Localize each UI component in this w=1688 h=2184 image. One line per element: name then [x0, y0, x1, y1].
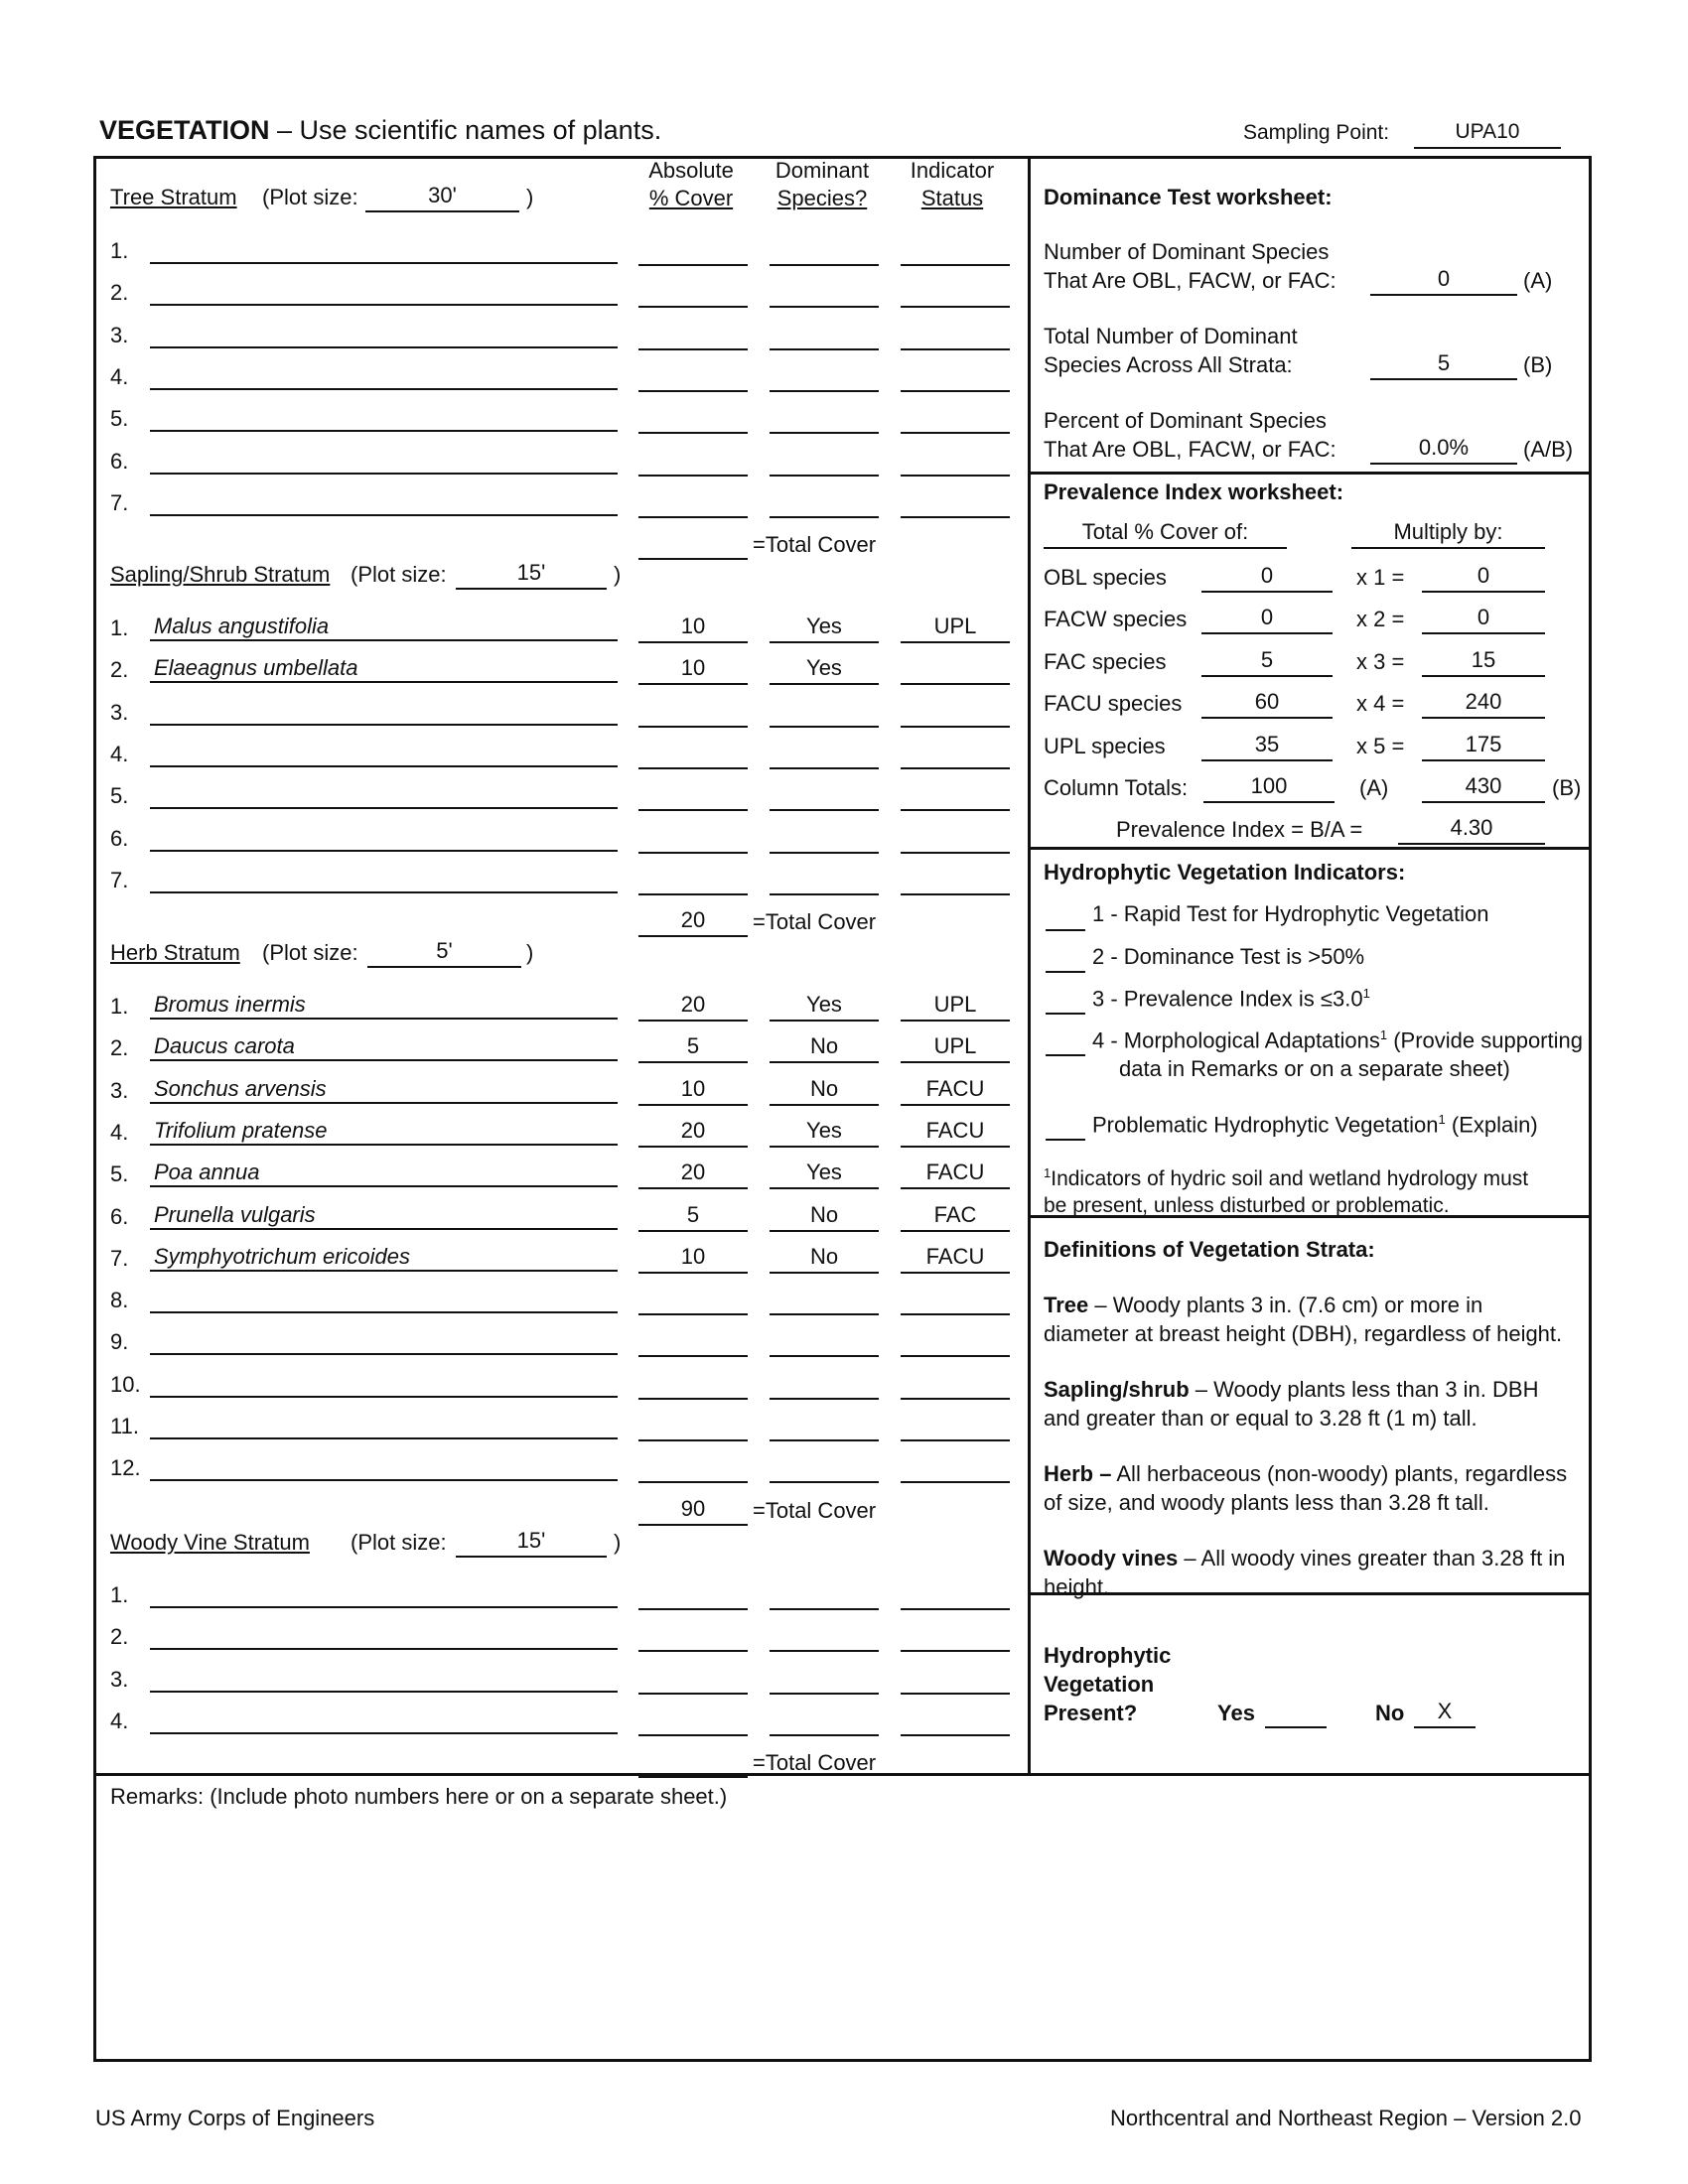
prevalence-multiplier: x 3 =: [1356, 649, 1405, 674]
vine-cover-field[interactable]: [638, 1620, 748, 1652]
herb-cover-field[interactable]: 20: [638, 990, 748, 1022]
prevalence-value-field[interactable]: 240: [1422, 687, 1545, 719]
tree-plot-label: (Plot size:: [262, 185, 358, 209]
indicator-2-checkbox[interactable]: [1046, 941, 1085, 973]
vine-dominant-field[interactable]: [770, 1663, 879, 1695]
herb-stratum-label: Herb Stratum: [110, 940, 240, 965]
tree-indicator-field[interactable]: [901, 319, 1010, 350]
herb-dominant-field[interactable]: No: [770, 1074, 879, 1106]
indicator-header-1: Indicator: [910, 158, 995, 183]
herb-indicator-field[interactable]: FAC: [901, 1200, 1010, 1232]
def-sapling-line2: and greater than or equal to 3.28 ft (1 m) tall.: [1044, 1406, 1477, 1431]
tree-dominant-field[interactable]: [770, 402, 879, 434]
present-label-3: Present?: [1044, 1701, 1138, 1725]
sapling-cover-field[interactable]: [638, 696, 748, 728]
sapling-dominant-field[interactable]: Yes: [770, 653, 879, 685]
herb-indicator-field[interactable]: [901, 1325, 1010, 1357]
sapling-row-number: 7.: [110, 868, 129, 892]
indicator-5-footnote-mark: 1: [1438, 1112, 1446, 1127]
column-totals-label: Column Totals:: [1044, 775, 1189, 800]
herb-row-number: 9.: [110, 1329, 129, 1354]
indicator-5-text-cont: (Explain): [1445, 1112, 1538, 1138]
herb-row-number: 12.: [110, 1455, 141, 1480]
sapling-species-field[interactable]: [150, 696, 618, 726]
vine-species-field[interactable]: [150, 1705, 618, 1734]
tree-total-cover-field[interactable]: [638, 528, 748, 560]
sapling-row-number: 4.: [110, 742, 129, 766]
herb-dominant-field[interactable]: Yes: [770, 1158, 879, 1189]
present-label-1: Hydrophytic: [1044, 1643, 1172, 1668]
sapling-cover-field[interactable]: [638, 779, 748, 811]
tree-species-field[interactable]: [150, 402, 618, 432]
column-total-b-field[interactable]: 430: [1422, 771, 1545, 803]
sampling-point-label: Sampling Point:: [1243, 121, 1390, 144]
tree-row-number: 1.: [110, 238, 129, 263]
herb-species-field[interactable]: Trifolium pratense: [150, 1116, 618, 1146]
sampling-point-field[interactable]: UPA10: [1414, 117, 1561, 149]
tree-indicator-field[interactable]: [901, 486, 1010, 518]
vine-stratum-label: Woody Vine Stratum: [110, 1530, 310, 1555]
dominance-b-field[interactable]: 5: [1370, 348, 1517, 380]
indicator-4-checkbox[interactable]: [1046, 1024, 1085, 1056]
herb-total-cover-label: =Total Cover: [753, 1498, 877, 1523]
tree-species-field[interactable]: [150, 234, 618, 264]
indicator-header: [897, 157, 1008, 212]
title-bold: VEGETATION: [99, 115, 270, 145]
sapling-indicator-field[interactable]: [901, 864, 1010, 895]
sapling-total-cover-field[interactable]: 20: [638, 905, 748, 937]
dominance-a-line2: That Are OBL, FACW, or FAC:: [1044, 268, 1336, 293]
tree-total-cover-label: =Total Cover: [753, 532, 877, 557]
vine-plot-close: ): [614, 1530, 622, 1555]
dominance-b-tag: (B): [1523, 352, 1553, 377]
def-tree-line1: [1044, 1293, 1482, 1318]
abs-cover-header-1: Absolute: [648, 158, 734, 183]
herb-species-field[interactable]: [150, 1451, 618, 1481]
tree-indicator-field[interactable]: [901, 234, 1010, 266]
abs-cover-header-2: % Cover: [648, 186, 734, 210]
prevalence-row-label: FAC species: [1044, 649, 1167, 674]
column-total-a-tag: (A): [1359, 775, 1389, 800]
vine-species-field[interactable]: [150, 1578, 618, 1608]
indicator-3-text: 3 - Prevalence Index is ≤3.0: [1092, 986, 1363, 1012]
def-sapling-term: Sapling/shrub: [1044, 1377, 1190, 1402]
def-sapling-text: – Woody plants less than 3 in. DBH: [1189, 1377, 1539, 1402]
herb-dominant-field[interactable]: [770, 1368, 879, 1400]
sapling-indicator-field[interactable]: [901, 696, 1010, 728]
def-vine-line2: height.: [1044, 1574, 1110, 1599]
vine-plot-size-field[interactable]: 15': [456, 1526, 607, 1558]
herb-row-number: 1.: [110, 994, 129, 1019]
vine-indicator-field[interactable]: [901, 1578, 1010, 1610]
tree-cover-field[interactable]: [638, 234, 748, 266]
vine-total-cover-label: =Total Cover: [753, 1750, 877, 1775]
prevalence-row-label: FACU species: [1044, 691, 1183, 716]
tree-species-field[interactable]: [150, 276, 618, 306]
herb-plot-close: ): [526, 940, 534, 965]
tree-species-field[interactable]: [150, 445, 618, 475]
prevalence-cover-field[interactable]: 35: [1201, 730, 1333, 761]
title-rest: – Use scientific names of plants.: [269, 115, 662, 145]
dominant-header-1: Dominant: [774, 158, 870, 183]
herb-indicator-field[interactable]: [901, 1284, 1010, 1315]
tree-cover-field[interactable]: [638, 360, 748, 392]
herb-indicator-field[interactable]: FACU: [901, 1242, 1010, 1274]
indicator-4-label: [1092, 1027, 1583, 1053]
dominance-a-line1: Number of Dominant Species: [1044, 239, 1330, 264]
herb-cover-field[interactable]: 5: [638, 1031, 748, 1063]
indicator-4-footnote-mark: 1: [1379, 1027, 1388, 1042]
herb-dominant-field[interactable]: No: [770, 1242, 879, 1274]
sapling-species-field[interactable]: [150, 864, 618, 893]
indicator-3-label: [1092, 986, 1370, 1012]
sep-indicators: [1028, 847, 1592, 850]
dominance-c-field[interactable]: 0.0%: [1370, 433, 1517, 465]
present-no-field[interactable]: X: [1414, 1697, 1476, 1728]
sapling-dominant-field[interactable]: [770, 864, 879, 895]
remarks-label: Remarks: (Include photo numbers here or on a separate sheet.): [110, 1784, 728, 1809]
tree-indicator-field[interactable]: [901, 276, 1010, 308]
dominant-header-2: Species?: [776, 186, 868, 210]
tree-dominant-field[interactable]: [770, 445, 879, 477]
sapling-species-field[interactable]: [150, 822, 618, 852]
sapling-plot-close: ): [614, 562, 622, 587]
sapling-indicator-field[interactable]: [901, 738, 1010, 769]
dominance-a-field[interactable]: 0: [1370, 264, 1517, 296]
herb-plot-label: (Plot size:: [262, 940, 358, 965]
vine-indicator-field[interactable]: [901, 1705, 1010, 1736]
herb-cover-field[interactable]: [638, 1325, 748, 1357]
indicators-footnote-1: [1044, 1165, 1528, 1191]
prevalence-cover-field[interactable]: 0: [1201, 561, 1333, 593]
herb-dominant-field[interactable]: [770, 1410, 879, 1441]
indicator-header-2: Status: [920, 186, 984, 210]
def-herb-term: Herb –: [1044, 1461, 1112, 1486]
vine-cover-field[interactable]: [638, 1663, 748, 1695]
def-vine-term: Woody vines: [1044, 1546, 1179, 1570]
footer-right: Northcentral and Northeast Region – Version 2.0: [1110, 2106, 1582, 2130]
column-total-a-field[interactable]: 100: [1203, 771, 1335, 803]
dominance-c-line2: That Are OBL, FACW, or FAC:: [1044, 437, 1336, 462]
herb-cover-field[interactable]: [638, 1368, 748, 1400]
tree-dominant-field[interactable]: [770, 360, 879, 392]
vine-dominant-field[interactable]: [770, 1620, 879, 1652]
herb-species-field[interactable]: Sonchus arvensis: [150, 1074, 618, 1104]
prevalence-multiplier: x 4 =: [1356, 691, 1405, 716]
sapling-row-number: 5.: [110, 783, 129, 808]
tree-plot-size-field[interactable]: 30': [365, 181, 519, 212]
herb-dominant-field[interactable]: Yes: [770, 990, 879, 1022]
definitions-title: Definitions of Vegetation Strata:: [1044, 1237, 1375, 1262]
tree-row-number: 5.: [110, 406, 129, 431]
sapling-dominant-field[interactable]: [770, 822, 879, 854]
prevalence-row-label: OBL species: [1044, 565, 1167, 590]
tree-row-number: 3.: [110, 323, 129, 347]
prevalence-row-label: UPL species: [1044, 734, 1166, 758]
dominance-c-line1: Percent of Dominant Species: [1044, 408, 1327, 433]
herb-species-field[interactable]: Prunella vulgaris: [150, 1200, 618, 1230]
indicators-title: Hydrophytic Vegetation Indicators:: [1044, 860, 1406, 885]
sapling-dominant-field[interactable]: [770, 696, 879, 728]
tree-cover-field[interactable]: [638, 445, 748, 477]
herb-dominant-field[interactable]: [770, 1451, 879, 1483]
vine-cover-field[interactable]: [638, 1578, 748, 1610]
sapling-total-cover-label: =Total Cover: [753, 909, 877, 934]
indicators-footnote-2: be present, unless disturbed or problematic.: [1044, 1194, 1450, 1217]
indicator-5-checkbox[interactable]: [1046, 1109, 1085, 1141]
indicator-4-note: data in Remarks or on a separate sheet): [1119, 1056, 1510, 1081]
indicator-3-footnote-mark: 1: [1362, 986, 1370, 1001]
vine-species-field[interactable]: [150, 1663, 618, 1693]
herb-indicator-field[interactable]: FACU: [901, 1116, 1010, 1148]
herb-species-field[interactable]: Poa annua: [150, 1158, 618, 1187]
herb-dominant-field[interactable]: [770, 1284, 879, 1315]
sapling-row-number: 1.: [110, 615, 129, 640]
herb-dominant-field[interactable]: [770, 1325, 879, 1357]
tree-row-number: 7.: [110, 490, 129, 515]
tree-cover-field[interactable]: [638, 486, 748, 518]
prevalence-value-field[interactable]: 175: [1422, 730, 1545, 761]
herb-dominant-field[interactable]: No: [770, 1031, 879, 1063]
tree-row-number: 4.: [110, 364, 129, 389]
def-tree-text: – Woody plants 3 in. (7.6 cm) or more in: [1088, 1293, 1483, 1317]
herb-cover-field[interactable]: 5: [638, 1200, 748, 1232]
def-herb-line1: [1044, 1461, 1567, 1487]
dominance-c-tag: (A/B): [1523, 437, 1574, 462]
tree-species-field[interactable]: [150, 486, 618, 516]
present-yes-label: Yes: [1217, 1701, 1255, 1725]
tree-indicator-field[interactable]: [901, 360, 1010, 392]
indicator-4-text: 4 - Morphological Adaptations: [1092, 1027, 1380, 1053]
vine-indicator-field[interactable]: [901, 1620, 1010, 1652]
vine-cover-field[interactable]: [638, 1705, 748, 1736]
tree-row-number: 2.: [110, 280, 129, 305]
prevalence-index-field[interactable]: 4.30: [1398, 813, 1545, 845]
page-title: [99, 115, 661, 146]
herb-cover-field[interactable]: [638, 1284, 748, 1315]
sep-present: [1028, 1592, 1592, 1595]
prevalence-cover-field[interactable]: 5: [1201, 645, 1333, 677]
dominance-b-line1: Total Number of Dominant: [1044, 324, 1298, 348]
herb-row-number: 2.: [110, 1035, 129, 1060]
prevalence-cover-field[interactable]: 0: [1201, 603, 1333, 634]
prevalence-value-field[interactable]: 15: [1422, 645, 1545, 677]
herb-row-number: 10.: [110, 1372, 141, 1397]
herb-cover-field[interactable]: 10: [638, 1074, 748, 1106]
sapling-indicator-field[interactable]: UPL: [901, 612, 1010, 643]
vine-row-number: 3.: [110, 1667, 129, 1692]
dominance-b-line2: Species Across All Strata:: [1044, 352, 1293, 377]
herb-species-field[interactable]: [150, 1410, 618, 1439]
tree-dominant-field[interactable]: [770, 319, 879, 350]
tree-cover-field[interactable]: [638, 319, 748, 350]
tree-plot-close: ): [526, 185, 534, 209]
tree-cover-field[interactable]: [638, 402, 748, 434]
sapling-row-number: 3.: [110, 700, 129, 725]
herb-cover-field[interactable]: [638, 1451, 748, 1483]
def-vine-text: – All woody vines greater than 3.28 ft in: [1178, 1546, 1566, 1570]
herb-total-cover-field[interactable]: 90: [638, 1494, 748, 1526]
herb-row-number: 8.: [110, 1288, 129, 1312]
sapling-row-number: 6.: [110, 826, 129, 851]
sapling-plot-label: (Plot size:: [351, 562, 447, 587]
dominance-title: Dominance Test worksheet:: [1044, 185, 1333, 209]
herb-row-number: 7.: [110, 1246, 129, 1271]
remarks-textarea[interactable]: [99, 1817, 1586, 2055]
present-label-2: Vegetation: [1044, 1672, 1155, 1697]
sapling-species-field[interactable]: [150, 779, 618, 809]
indicator-1-label: 1 - Rapid Test for Hydrophytic Vegetation: [1092, 901, 1489, 926]
form-frame: [93, 156, 1592, 2062]
vine-row-number: 2.: [110, 1624, 129, 1649]
herb-dominant-field[interactable]: Yes: [770, 1116, 879, 1148]
sapling-cover-field[interactable]: [638, 864, 748, 895]
tree-indicator-field[interactable]: [901, 445, 1010, 477]
vine-indicator-field[interactable]: [901, 1663, 1010, 1695]
herb-row-number: 4.: [110, 1120, 129, 1145]
present-no-label: No: [1375, 1701, 1405, 1725]
prevalence-cover-field[interactable]: 60: [1201, 687, 1333, 719]
tree-indicator-field[interactable]: [901, 402, 1010, 434]
herb-cover-field[interactable]: 20: [638, 1116, 748, 1148]
sapling-species-field[interactable]: [150, 738, 618, 767]
sapling-species-field[interactable]: Elaeagnus umbellata: [150, 653, 618, 683]
sapling-cover-field[interactable]: 10: [638, 612, 748, 643]
sep-prevalence: [1028, 472, 1592, 475]
herb-cover-field[interactable]: 10: [638, 1242, 748, 1274]
herb-species-field[interactable]: [150, 1325, 618, 1355]
def-tree-line2: diameter at breast height (DBH), regardless of height.: [1044, 1321, 1563, 1346]
indicator-4-text-cont: (Provide supporting: [1387, 1027, 1583, 1053]
herb-species-field[interactable]: [150, 1284, 618, 1313]
tree-cover-field[interactable]: [638, 276, 748, 308]
sapling-species-field[interactable]: Malus angustifolia: [150, 612, 618, 641]
sapling-dominant-field[interactable]: [770, 738, 879, 769]
herb-species-field[interactable]: Symphyotrichum ericoides: [150, 1242, 618, 1272]
sapling-plot-size-field[interactable]: 15': [456, 558, 607, 590]
herb-indicator-field[interactable]: UPL: [901, 1031, 1010, 1063]
sapling-stratum-label: Sapling/Shrub Stratum: [110, 562, 331, 587]
sapling-indicator-field[interactable]: [901, 822, 1010, 854]
herb-row-number: 6.: [110, 1204, 129, 1229]
herb-row-number: 11.: [110, 1414, 139, 1438]
def-sapling-line1: [1044, 1377, 1538, 1403]
vine-plot-label: (Plot size:: [351, 1530, 447, 1555]
sapling-cover-field[interactable]: [638, 738, 748, 769]
column-total-b-tag: (B): [1552, 775, 1582, 800]
herb-indicator-field[interactable]: [901, 1451, 1010, 1483]
vine-dominant-field[interactable]: [770, 1705, 879, 1736]
herb-indicator-field[interactable]: UPL: [901, 990, 1010, 1022]
herb-indicator-field[interactable]: FACU: [901, 1158, 1010, 1189]
tree-species-field[interactable]: [150, 360, 618, 390]
vine-dominant-field[interactable]: [770, 1578, 879, 1610]
def-tree-term: Tree: [1044, 1293, 1089, 1317]
prevalence-col2-header: Multiply by:: [1351, 517, 1545, 549]
vine-species-field[interactable]: [150, 1620, 618, 1650]
herb-cover-field[interactable]: [638, 1410, 748, 1441]
present-yes-field[interactable]: [1265, 1697, 1327, 1728]
herb-indicator-field[interactable]: FACU: [901, 1074, 1010, 1106]
prevalence-col1-header: Total % Cover of:: [1044, 517, 1287, 549]
footer-left: US Army Corps of Engineers: [95, 2106, 375, 2130]
prevalence-value-field[interactable]: 0: [1422, 561, 1545, 593]
column-divider: [1028, 156, 1031, 1776]
sapling-cover-field[interactable]: 10: [638, 653, 748, 685]
indicator-5-label: [1092, 1112, 1538, 1138]
vine-total-cover-field[interactable]: [638, 1746, 748, 1778]
prevalence-index-label: Prevalence Index = B/A =: [1116, 817, 1363, 842]
tree-stratum-label: Tree Stratum: [110, 185, 237, 209]
def-herb-text: All herbaceous (non-woody) plants, regardless: [1111, 1461, 1568, 1486]
prevalence-row-label: FACW species: [1044, 607, 1188, 631]
dominance-a-tag: (A): [1523, 268, 1553, 293]
prevalence-value-field[interactable]: 0: [1422, 603, 1545, 634]
prevalence-multiplier: x 1 =: [1356, 565, 1405, 590]
herb-cover-field[interactable]: 20: [638, 1158, 748, 1189]
sapling-indicator-field[interactable]: [901, 653, 1010, 685]
herb-indicator-field[interactable]: [901, 1368, 1010, 1400]
herb-species-field[interactable]: Bromus inermis: [150, 990, 618, 1020]
sapling-dominant-field[interactable]: Yes: [770, 612, 879, 643]
tree-dominant-field[interactable]: [770, 486, 879, 518]
vine-row-number: 4.: [110, 1708, 129, 1733]
tree-dominant-field[interactable]: [770, 276, 879, 308]
def-herb-line2: of size, and woody plants less than 3.28 ft tall.: [1044, 1490, 1489, 1515]
herb-plot-size-field[interactable]: 5': [367, 936, 521, 968]
vine-row-number: 1.: [110, 1582, 129, 1607]
indicator-1-checkbox[interactable]: [1046, 899, 1085, 931]
prevalence-multiplier: x 2 =: [1356, 607, 1405, 631]
footnote-mark: 1: [1044, 1165, 1052, 1180]
tree-row-number: 6.: [110, 449, 129, 474]
indicator-2-label: 2 - Dominance Test is >50%: [1092, 944, 1365, 969]
herb-dominant-field[interactable]: No: [770, 1200, 879, 1232]
herb-indicator-field[interactable]: [901, 1410, 1010, 1441]
footnote-text-1: Indicators of hydric soil and wetland hydrology must: [1051, 1167, 1529, 1190]
herb-species-field[interactable]: [150, 1368, 618, 1398]
abs-cover-header: [635, 157, 747, 212]
prevalence-title: Prevalence Index worksheet:: [1044, 479, 1344, 504]
tree-species-field[interactable]: [150, 319, 618, 348]
sapling-cover-field[interactable]: [638, 822, 748, 854]
herb-row-number: 5.: [110, 1161, 129, 1186]
herb-species-field[interactable]: Daucus carota: [150, 1031, 618, 1061]
sapling-dominant-field[interactable]: [770, 779, 879, 811]
herb-row-number: 3.: [110, 1078, 129, 1103]
def-vine-line1: [1044, 1546, 1565, 1571]
prevalence-multiplier: x 5 =: [1356, 734, 1405, 758]
sapling-row-number: 2.: [110, 657, 129, 682]
indicator-3-checkbox[interactable]: [1046, 983, 1085, 1015]
indicator-5-text: Problematic Hydrophytic Vegetation: [1092, 1112, 1439, 1138]
sapling-indicator-field[interactable]: [901, 779, 1010, 811]
dominant-header: [767, 157, 878, 212]
tree-dominant-field[interactable]: [770, 234, 879, 266]
